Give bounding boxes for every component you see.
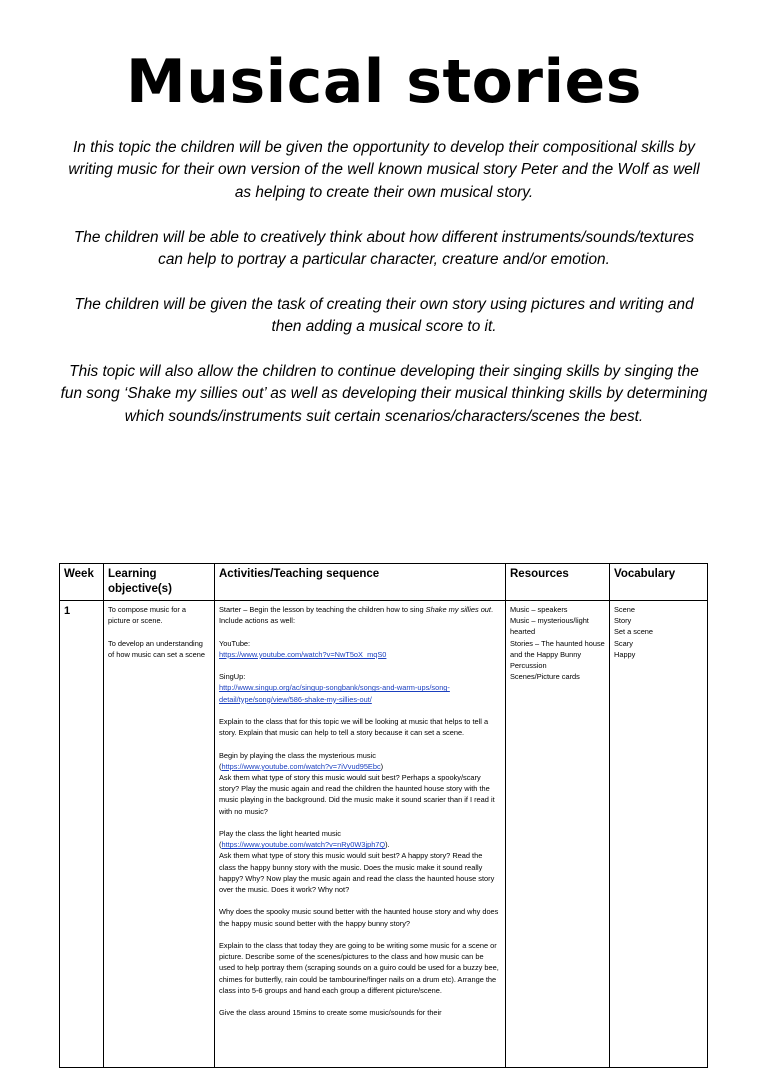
singup-label: SingUp: xyxy=(219,672,246,682)
resource-item: Music – speakers xyxy=(510,605,568,614)
light-question: Ask them what type of story this music would suit best? A happy story? Read the class the happy bunny story with the music. Does the music make it sound really happy? Why? Now play the music again and read the class the haunted house story over the music. Does it work? Why not? xyxy=(219,851,495,894)
light-music-link[interactable]: https://www.youtube.com/watch?v=nRy0W3jph7Q xyxy=(221,840,386,850)
resource-item: Music – mysterious/light hearted xyxy=(510,616,589,637)
mysterious-intro: Begin by playing the class the mysterious music xyxy=(219,750,376,760)
intro-paragraph: The children will be able to creatively think about how different instruments/sounds/textures can help to portray a particular character, creature and/or emotion. xyxy=(73,228,695,269)
objective-item: To compose music for a picture or scene. xyxy=(108,605,187,626)
youtube-link[interactable]: https://www.youtube.com/watch?v=NwT5oX_mqS0 xyxy=(219,649,387,659)
starter-text: Starter – Begin the lesson by teaching the children how to sing xyxy=(219,605,426,614)
intro-paragraph: In this topic the children will be given the opportunity to develop their compositional skills by writing music for their own version of the well known musical story Peter and the Wolf as well as helping to create their own musical story. xyxy=(68,139,700,201)
vocabulary-item: Scary xyxy=(614,638,633,648)
header-learning-objectives: Learning objective(s) xyxy=(104,564,215,601)
lesson-plan-table xyxy=(59,563,708,1068)
vocabulary-item: Set a scene xyxy=(614,627,654,637)
intro-paragraph: This topic will also allow the children to continue developing their singing skills by singing the fun song ‘Shake my sillies out’ as well as developing their musical thinking skills by determining which sounds/instruments suit certain scenarios/characters/scenes the best. xyxy=(60,363,708,425)
today-paragraph: Explain to the class that today they are going to be writing some music for a scene or picture. Describe some of the scenes/pictures to the class and how music can be used to help portray them (scraping sounds on a guiro could be used for a buzzy bee, chimes for butterfly, rain could be tambourine/finger nails on a drum etc). Arrange the class into 5-6 groups and hand each group a different picture/scene. xyxy=(219,940,499,995)
resource-item: Scenes/Picture cards xyxy=(510,672,580,682)
light-intro: Play the class the light hearted music xyxy=(219,828,342,838)
song-title: Shake my sillies out xyxy=(425,605,491,614)
intro-text xyxy=(60,137,708,451)
objectives-cell xyxy=(104,601,215,1068)
singup-link[interactable]: http://www.singup.org/ac/singup-songbank/songs-and-warm-ups/song-detail/type/song/view/586-shake-my-sillies-out/ xyxy=(219,683,450,704)
objective-item: To develop an understanding of how music can set a scene xyxy=(108,638,205,659)
youtube-label: YouTube: xyxy=(219,638,251,648)
resource-item: Stories – The haunted house and the Happy Bunny xyxy=(510,638,605,659)
resources-cell xyxy=(506,601,610,1068)
light-paragraph xyxy=(219,828,501,895)
mysterious-music-link[interactable]: https://www.youtube.com/watch?v=7iVvud95Ebc xyxy=(221,761,381,771)
week-number: 1 xyxy=(60,601,104,1068)
intro-paragraph: The children will be given the task of creating their own story using pictures and writing and then adding a musical score to it. xyxy=(74,295,694,336)
explain-paragraph: Explain to the class that for this topic we will be looking at music that helps to tell a story. Explain that music can help to tell a story because it can set a scene. xyxy=(219,716,489,738)
youtube-block xyxy=(219,638,501,660)
mysterious-question: Ask them what type of story this music would suit best? Perhaps a spooky/scary story? Play the music again and read the children the haunted house story with the music playing in the background. Did the music make it sound scarier than if I read it with no music? xyxy=(219,772,495,816)
header-vocabulary: Vocabulary xyxy=(610,564,708,601)
resource-item: Percussion xyxy=(510,661,547,671)
why-paragraph: Why does the spooky music sound better with the haunted house story and why does the happy music sound better with the happy bunny story? xyxy=(219,907,499,928)
singup-block xyxy=(219,671,501,705)
vocabulary-item: Happy xyxy=(614,649,636,659)
light-link-line: (https://www.youtube.com/watch?v=nRy0W3jph7Q). xyxy=(219,840,390,850)
activities-cell xyxy=(215,601,506,1068)
table-row xyxy=(60,601,708,1068)
starter-paragraph xyxy=(219,604,501,626)
page-title: Musical stories xyxy=(126,47,642,117)
vocabulary-item: Story xyxy=(614,616,632,626)
header-week: Week xyxy=(60,564,104,601)
table-header-row xyxy=(60,564,708,601)
mysterious-paragraph xyxy=(219,750,501,817)
groups-paragraph: Give the class around 15mins to create some music/sounds for their xyxy=(219,1008,442,1018)
vocabulary-item: Scene xyxy=(614,605,635,614)
starter-text-end: . Include actions as well: xyxy=(219,605,494,626)
mysterious-link-line: (https://www.youtube.com/watch?v=7iVvud95Ebc) xyxy=(219,761,384,771)
header-resources: Resources xyxy=(506,564,610,601)
header-activities: Activities/Teaching sequence xyxy=(215,564,506,601)
vocabulary-cell xyxy=(610,601,708,1068)
